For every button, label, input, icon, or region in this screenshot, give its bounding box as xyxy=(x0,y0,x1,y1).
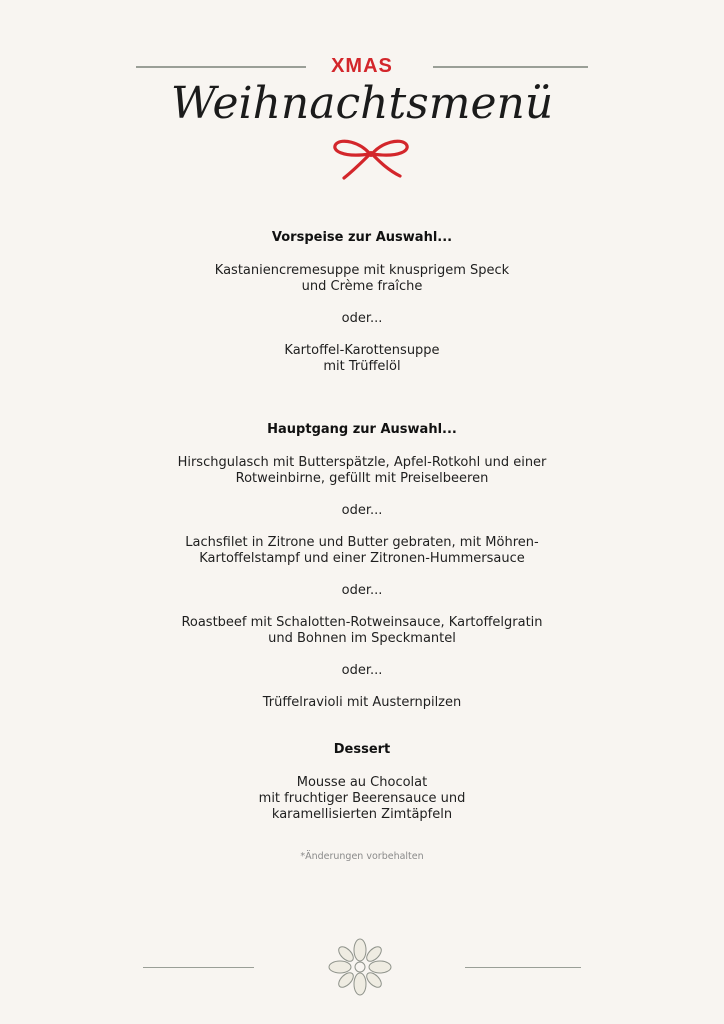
flower-ornament-icon xyxy=(328,937,392,997)
or-separator: oder... xyxy=(341,311,383,326)
section-heading-main: Hauptgang zur Auswahl... xyxy=(267,422,457,437)
footer-rule-left xyxy=(143,967,254,968)
ribbon-bow-icon xyxy=(332,136,410,182)
menu-item-starter-2: Kartoffel-Karottensuppe mit Trüffelöl xyxy=(284,343,440,374)
menu-title: Weihnachtsmenü xyxy=(170,78,554,129)
xmas-kicker: XMAS xyxy=(331,55,393,77)
section-heading-dessert: Dessert xyxy=(333,742,391,757)
section-heading-starter: Vorspeise zur Auswahl... xyxy=(271,230,453,245)
or-separator: oder... xyxy=(341,503,383,518)
footnote: *Änderungen vorbehalten xyxy=(300,851,424,862)
menu-item-main-4: Trüffelravioli mit Austernpilzen xyxy=(262,695,462,710)
menu-item-main-1: Hirschgulasch mit Butterspätzle, Apfel-Rotkohl und einer Rotweinbirne, gefüllt mit Preiselbeeren xyxy=(177,455,547,486)
or-separator: oder... xyxy=(341,583,383,598)
menu-item-main-2: Lachsfilet in Zitrone und Butter gebraten, mit Möhren- Kartoffelstampf und einer Zitronen-Hummersauce xyxy=(185,535,539,566)
footer-rule-right xyxy=(465,967,581,968)
menu-item-main-3: Roastbeef mit Schalotten-Rotweinsauce, Kartoffelgratin und Bohnen im Speckmantel xyxy=(181,615,543,646)
menu-item-dessert-1: Mousse au Chocolat mit fruchtiger Beerensauce und karamellisierten Zimtäpfeln xyxy=(258,775,466,822)
menu-item-starter-1: Kastaniencremesuppe mit knusprigem Speck und Crème fraîche xyxy=(214,263,510,294)
or-separator: oder... xyxy=(341,663,383,678)
menu-content xyxy=(0,229,724,872)
